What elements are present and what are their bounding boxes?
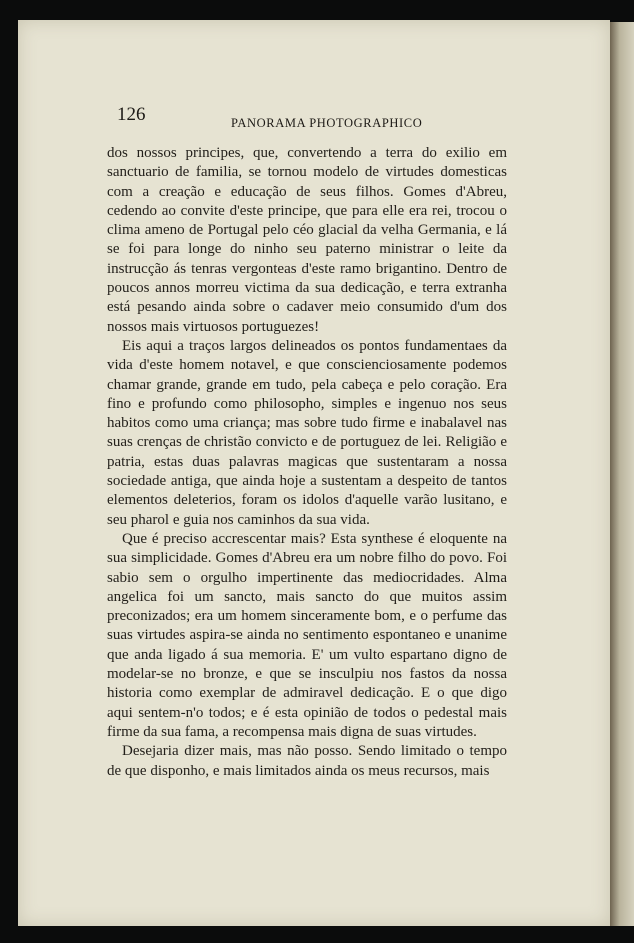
paragraph-2: Eis aqui a traços largos delineados os pontos fundamentaes da vida d'este homem notavel, e que conscienciosamente podemos chamar grande, grande em tudo, pela cabeça e pelo coração. Era fino e profundo como philosopho, simples e ingenuo nos seus habitos como uma criança; mas sobre tudo firme e inabalavel nas suas crenças de christão convicto e de portuguez de lei. Religião e patria, estas duas palavras magicas que sustentaram a nossa sociedade antiga, que ainda hoje a sustentam a despeito de tantos elementos deleterios, foram os idolos d'aquelle varão lusitano, e seu pharol e guia nos caminhos da sua vida. bbox=[107, 337, 507, 528]
paragraph-3: Que é preciso accrescentar mais? Esta synthese é eloquente na sua simplicidade. Gomes d'Abreu era um nobre filho do povo. Foi sabio sem o orgulho impertinente das mediocridades. Alma angelica foi um sancto, mais sancto do que muitos assim preconizados; era um homem sinceramente bom, e o perfume das suas virtudes aspira-se ainda no sentimento espontaneo e unanime que anda ligado á sua memoria. E' um vulto espartano digno de modelar-se no bronze, e que se insculpiu nos fastos da nossa historia como exemplar de admiravel dedicação. E o que digo aqui sentem-n'o todos; e é esta opinião de todos o pedestal mais firme da sua fama, a recompensa mais digna de suas virtudes. bbox=[107, 530, 507, 740]
running-title: PANORAMA PHOTOGRAPHICO bbox=[231, 116, 423, 130]
page-header bbox=[117, 104, 447, 134]
next-page-edge bbox=[610, 22, 634, 926]
body-text bbox=[107, 144, 507, 781]
paragraph-1: dos nossos principes, que, convertendo a terra do exilio em sanctuario de familia, se tornou modelo de virtudes domesticas com a creação e educação de seus filhos. Gomes d'Abreu, cedendo ao convite d'este principe, que para elle era rei, trocou o clima ameno de Portugal pelo céo glacial da velha Germania, e lá se foi para longe do ninho seu paterno ministrar o leite da instrucção ás tenras vergonteas d'este ramo brigantino. Dentro de poucos annos morreu victima da sua dedicação, e terra extranha está pesando ainda sobre o cadaver meio consumido d'um dos nossos mais virtuosos portuguezes! bbox=[107, 145, 507, 335]
page-number: 126 bbox=[117, 104, 146, 125]
paragraph-4: Desejaria dizer mais, mas não posso. Sendo limitado o tempo de que disponho, e mais limitados ainda os meus recursos, mais bbox=[107, 743, 507, 779]
